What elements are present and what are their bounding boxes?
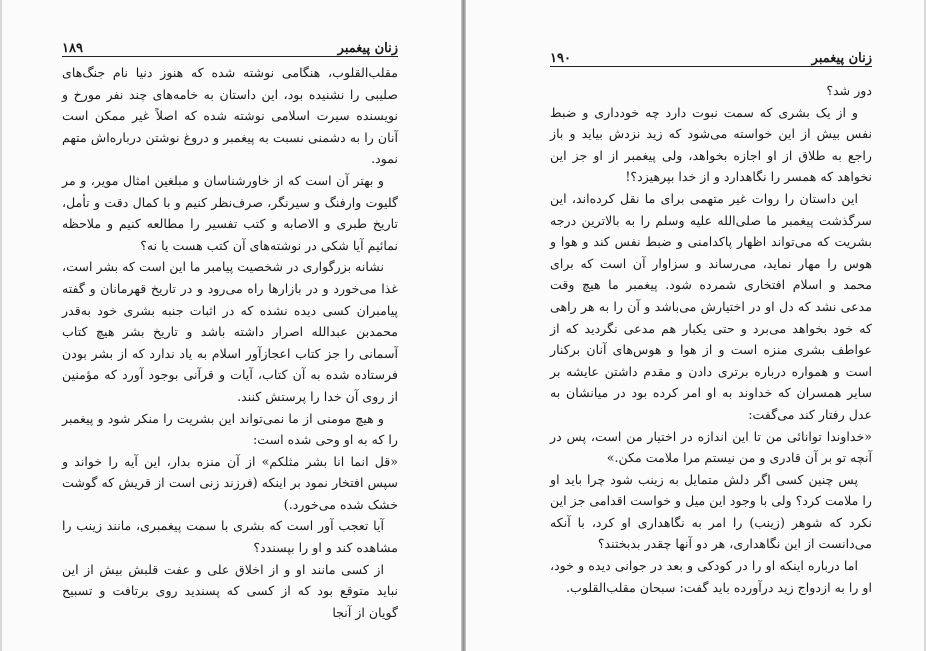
paragraph: و هیچ مومنی از ما نمی‌تواند این بشریت را منکر شود و پیغمبر را که به او وحی شده است: — [62, 410, 398, 448]
paragraph: از کسی مانند او و از اخلاق علی و عفت قلبش بیش از این نباید متوقع بود که از کسی که پسندید روی برتافت و تسبیح گویان از آنجا — [62, 561, 398, 620]
paragraph: و از یک بشری که سمت نبوت دارد چه خودداری و ضبط نفس بیش از این خواسته می‌شود که زید نزدش بیاید و باز راجع به طلاق از او اجازه بخواهد، ولی پیغمبر از او جز این نخواهد که همسر را نگاهدارد و از خدا بپرهیزد؟! — [550, 104, 872, 185]
quoted-paragraph: «خداوندا توانائی من تا این اندازه در اختیار من است، پس در آنچه تو بر آن قادری و من نیستم مرا ملامت مکن.» — [550, 428, 872, 466]
paragraph: و بهتر آن است که از خاورشناسان و مبلغین امثال مویر، و مر گلیوت وارفنگ و سیرنگر، صرف‌نظر کنیم و با کمال دقت و تأمل، تاریخ طبری و الاصابه و کتب تفسیر را مطالعه کنیم و ملاحظه نمائیم آیا شکی در نوشته‌های آن کتب هست یا نه؟ — [62, 172, 398, 253]
paragraph: مقلب‌القلوب، هنگامی نوشته شده که هنوز دنیا نام جنگ‌های صلیبی را نشنیده بود، این داستان به خامه‌های چند نفر مورخ و نویسنده سیرت اسلامی نوشته شده که اصلاً غیر ممکن است آنان را به دشمنی نسبت به پیغمبر و دروغ نوشتن درباره‌اش متهم نمود. — [62, 65, 398, 167]
left-page — [0, 0, 461, 651]
paragraph: این داستان را روات غیر متهمی برای ما نقل کرده‌اند، این سرگذشت پیغمبر ما صلی‌الله علیه وسلم را به بالاترین درجه بشریت که می‌تواند اظهار پاکدامنی و ضبط نفس کند و هوا و هوس را مهار نماید، می‌رساند و سزاوار آن است که برای محمد و اسلام افتخاری شمرده شود. پیغمبر ما هیچ وقت مدعی نشد که دل او در اختیارش می‌باشد و آن را به هر راهی که خود بخواهد می‌برد و حتی یکبار هم مدعی نگردید که از عواطف بشری منزه است و از هوا و هوس‌های آنان برکنار است و همواره درباره برتری دادن و مقدم داشتن عایشه بر سایر همسران که خداوند به او امر کرده بود در میانشان به عدل رفتار کند می‌گفت: — [550, 190, 872, 422]
page-edge — [0, 0, 2, 651]
paragraph: اما درباره اینکه او را در کودکی و بعد در جوانی دیده و خود، او را به ازدواج زید درآورده باید گفت: سبحان مقلب‌القلوب. — [550, 558, 872, 595]
left-page-body — [62, 62, 398, 623]
right-page-header — [550, 44, 872, 67]
paragraph: آیا تعجب آور است که بشری با سمت پیغمبری، مانند زینب را مشاهده کند و او را بپسندد؟ — [62, 518, 398, 556]
running-title: زنان پیغمبر — [337, 41, 398, 56]
right-page-body — [550, 80, 872, 598]
paragraph: دور شد؟ — [826, 83, 872, 98]
paragraph: پس چنین کسی اگر دلش متمایل به زینب شود چرا باید او را ملامت کرد؟ ولی با وجود این میل و خواست اقدامی جز این نکرد که شوهر (زینب) را امر به نگاهداری او کرد، با آنکه می‌دانست از این نگاهداری، هر دو آنها چقدر بدبختند؟ — [550, 471, 872, 552]
page-number: ۱۸۹ — [62, 41, 83, 56]
quoted-verse-paragraph: «قل انما انا بشر مثلکم» از آن منزه بدار، این آیه را خواند و سپس افتخار نمود بر اینکه (فرزند زنی است از قریش که گوشت خشک شده می‌خورد.) — [62, 453, 398, 512]
page-number: ۱۹۰ — [550, 51, 571, 66]
left-page-header — [62, 34, 398, 57]
running-title: زنان پیغمبر — [811, 51, 872, 66]
paragraph: نشانه بزرگواری در شخصیت پیامبر ما این است که بشر است، غذا می‌خورد و در بازارها راه می‌رود و در تاریخ قهرمانان و گفته پیامبران کسی دیده نشده که در اثبات جنبه بشری خود به‌قدر محمدبن عبدالله اصرار داشته باشد و تاریخ بشر هیچ کتاب آسمانی را جز کتاب اعجازآور اسلام به یاد ندارد که از بشر بودن فرستاده شده به آن کتاب، آیات و قرآنی بوجود آورد که مؤمنین از روی آن خدا را پرستش کنند. — [62, 259, 398, 404]
right-page — [466, 0, 926, 651]
